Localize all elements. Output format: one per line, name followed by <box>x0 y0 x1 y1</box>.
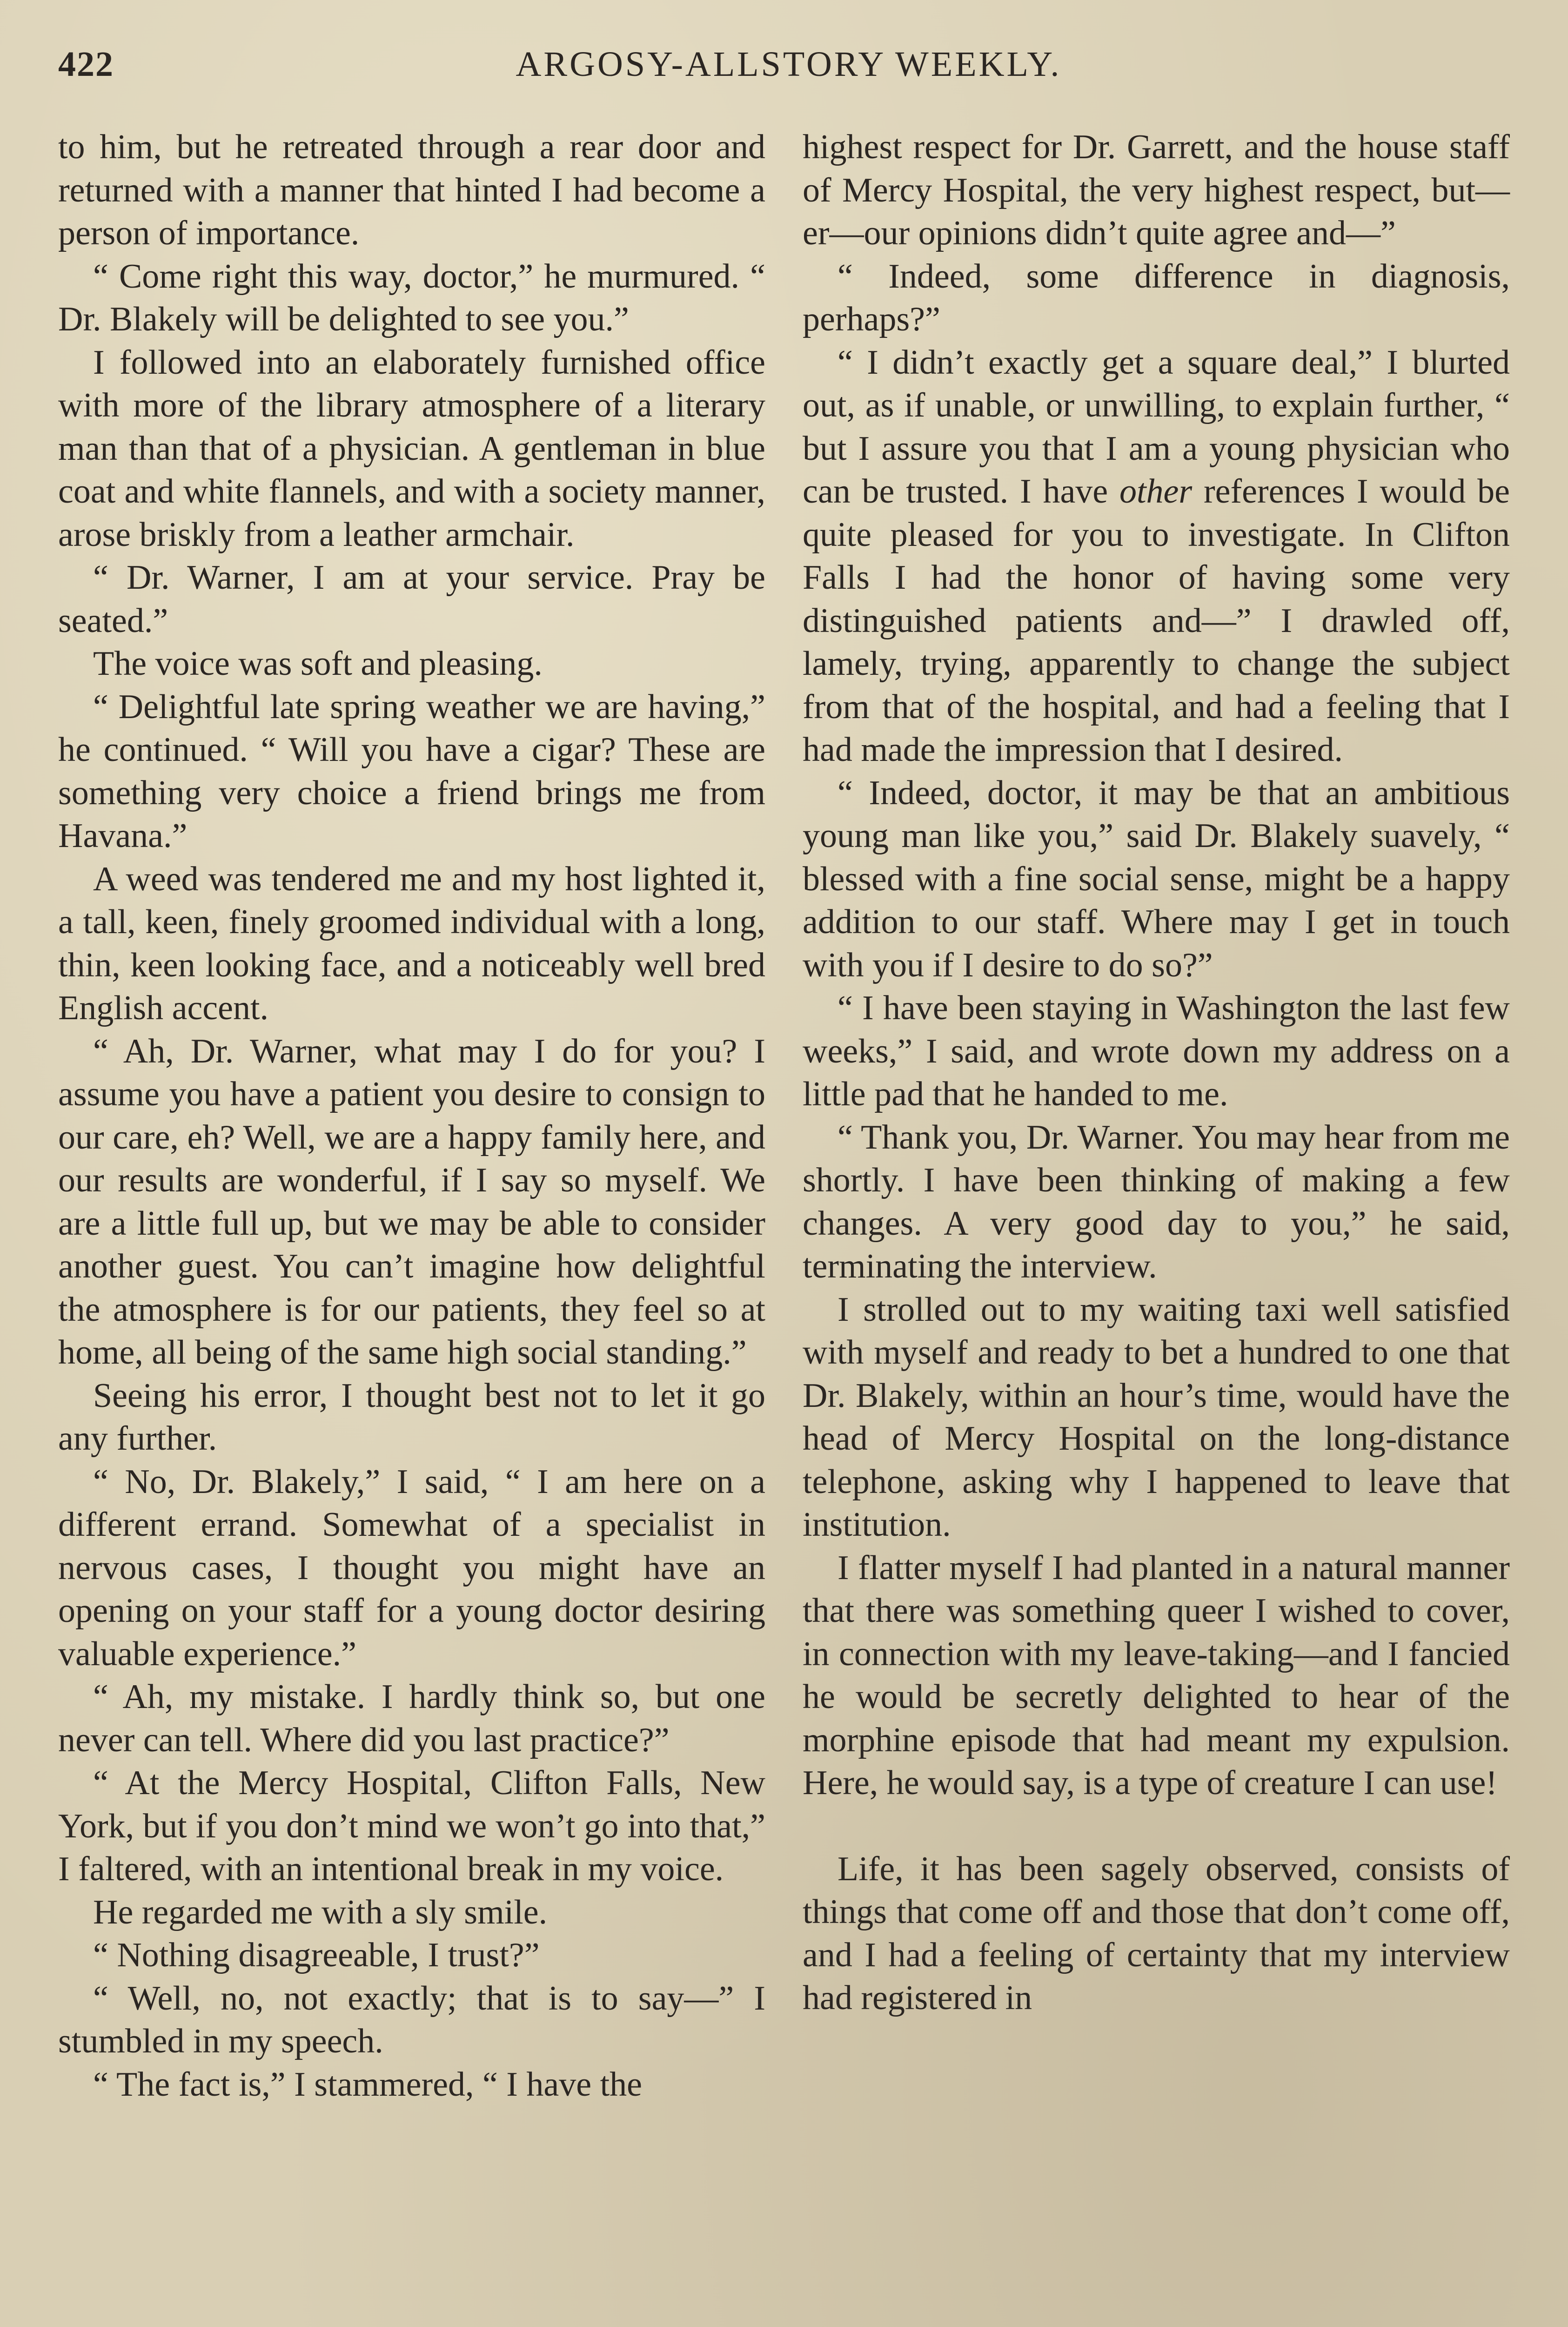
paragraph: Life, it has been sagely observed, consists of things that come off and those that don’t come off, and I had a feeling of certainty that my interview had registered in <box>803 1849 1510 2017</box>
right-column <box>803 126 1510 2020</box>
paragraph: “ I have been staying in Washington the last few weeks,” I said, and wrote down my address on a little pad that he handed to me. <box>803 989 1510 1113</box>
paragraph: A weed was tendered me and my host lighted it, a tall, keen, finely groomed individual with a long, thin, keen looking face, and a noticeably well bred English accent. <box>58 860 765 1027</box>
paragraph: He regarded me with a sly smile. <box>93 1893 548 1931</box>
paragraph <box>803 341 1510 772</box>
paragraph: “ Ah, my mistake. I hardly think so, but one never can tell. Where did you last practice?” <box>58 1678 765 1759</box>
italic-emphasis: other <box>1119 472 1193 511</box>
paragraph: I strolled out to my waiting taxi well satisfied with myself and ready to bet a hundred to one that Dr. Blakely, within an hour’s time, would have the head of Mercy Hospital on the long-distance telephone, asking why I happened to leave that institution. <box>803 1290 1510 1544</box>
paragraph: “ At the Mercy Hospital, Clifton Falls, New York, but if you don’t mind we won’t go into that,” I faltered, with an intentional break in my voice. <box>58 1764 765 1888</box>
paragraph: “ The fact is,” I stammered, “ I have the <box>93 2065 643 2104</box>
paragraph: I flatter myself I had planted in a natural manner that there was something queer I wished to cover, in connection with my leave-taking—and I fancied he would be secretly delighted to hear of the morphine episode that had meant my expulsion. Here, he would say, is a type of creature I can use! <box>803 1548 1510 1802</box>
paragraph: I followed into an elaborately furnished office with more of the library atmosphere of a literary man than that of a physician. A gentleman in blue coat and white flannels, and with a society manner, arose briskly from a leather armchair. <box>58 343 765 554</box>
paragraph: “ Well, no, not exactly; that is to say—” I stumbled in my speech. <box>58 1979 765 2060</box>
paragraph: “ Dr. Warner, I am at your service. Pray be seated.” <box>58 558 765 640</box>
paragraph: “ Delightful late spring weather we are having,” he continued. “ Will you have a cigar? These are something very choice a friend brings me from Havana.” <box>58 687 765 855</box>
paragraph: “ Indeed, some difference in diagnosis, perhaps?” <box>803 257 1510 338</box>
left-column <box>58 126 765 2106</box>
page-number: 422 <box>58 45 114 84</box>
paragraph: “ Come right this way, doctor,” he murmured. “ Dr. Blakely will be delighted to see you.” <box>58 257 765 338</box>
paragraph: to him, but he retreated through a rear door and returned with a manner that hinted I had become a person of importance. <box>58 128 765 252</box>
paragraph: “ No, Dr. Blakely,” I said, “ I am here on a different errand. Somewhat of a specialist in nervous cases, I thought you might have an opening on your staff for a young doctor desiring valuable experience.” <box>58 1462 765 1673</box>
paragraph-text: references I would be quite pleased for you to investigate. In Clifton Falls I had the honor of having some very distinguished patients and—” I drawled off, lamely, trying, apparently to change the subject from that of the hospital, and had a feeling that I had made the impression that I desired. <box>803 472 1510 769</box>
page-header <box>58 44 1519 100</box>
running-head: ARGOSY-ALLSTORY WEEKLY. <box>516 45 1062 84</box>
paragraph: “ Indeed, doctor, it may be that an ambitious young man like you,” said Dr. Blakely suavely, “ blessed with a fine social sense, might be a happy addition to our staff. Where may I get in touch with you if I desire to do so?” <box>803 773 1510 984</box>
paragraph-text: “ I didn’t exactly get a square deal,” I blurted out, as if unable, or unwilling, to explain further, “ but I assure you that I am a young physician who can be trusted. I have <box>803 343 1510 511</box>
paragraph: “ Thank you, Dr. Warner. You may hear from me shortly. I have been thinking of making a few changes. A very good day to you,” he said, terminating the interview. <box>803 1118 1510 1285</box>
paragraph: “ Ah, Dr. Warner, what may I do for you? I assume you have a patient you desire to consign to our care, eh? Well, we are a happy family here, and our results are wonderful, if I say so myself. We are a little full up, but we may be able to consider another guest. You can’t imagine how delightful the atmosphere is for our patients, they feel so at home, all being of the same high social standing.” <box>58 1032 765 1372</box>
paragraph: “ Nothing disagreeable, I trust?” <box>93 1936 540 1974</box>
paragraph: The voice was soft and pleasing. <box>93 645 543 683</box>
paragraph: highest respect for Dr. Garrett, and the house staff of Mercy Hospital, the very highest respect, but—er—our opinions didn’t quite agree and—” <box>803 128 1510 252</box>
paragraph: Seeing his error, I thought best not to let it go any further. <box>58 1376 765 1458</box>
